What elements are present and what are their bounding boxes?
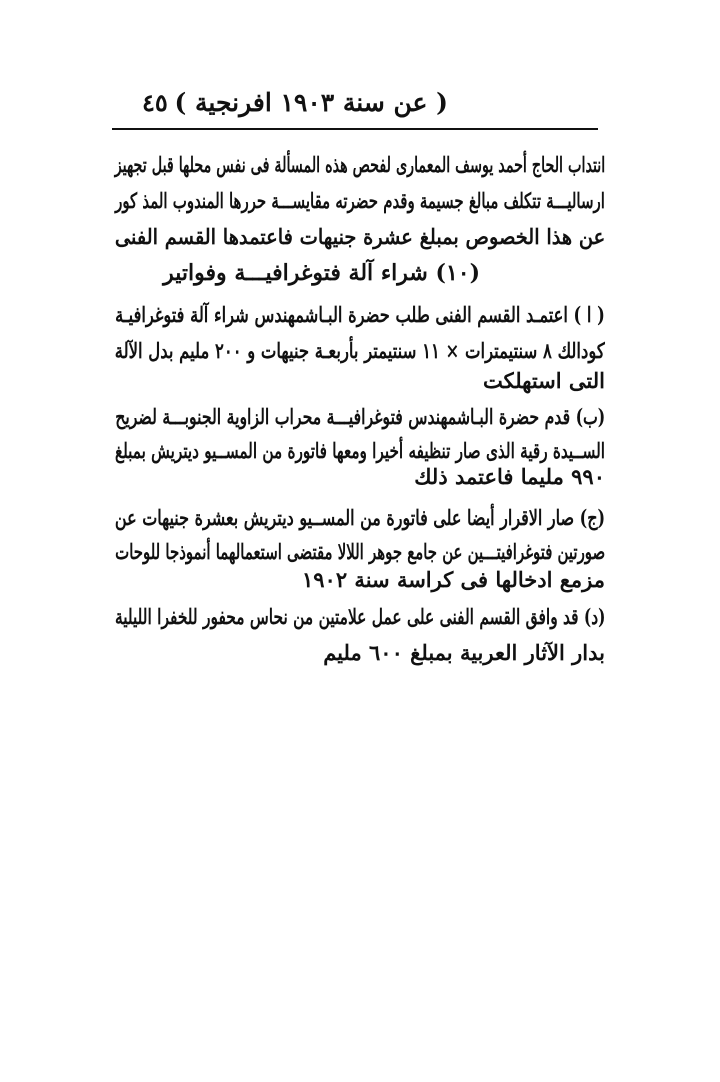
- page-number: ٤٥: [142, 88, 168, 117]
- item-c-line-2: صورتين فتوغرافيتـــين عن جامع جوهر اللالا مقتضى استعمالهما أنموذجا للوحات: [114, 539, 605, 564]
- item-c-line-1: (ج) صار الاقرار أيضا على فاتورة من المســيو ديتريش بعشرة جنيهات عن: [114, 505, 605, 530]
- paragraph-1-line-3: عن هذا الخصوص بمبلغ عشرة جنيهات فاعتمدها القسم الفنى: [114, 224, 605, 249]
- paragraph-1-line-2: ارساليـــة تتكلف مبالغ جسيمة وقدم حضرته مقايســـة حررها المندوب المذ كور: [115, 188, 605, 213]
- item-a-line-1: ( ا ) اعتمـد القسم الفنى طلب حضرة البـاشمهندس شراء آلة فتوغرافيـة: [115, 302, 605, 327]
- header-rule: [112, 128, 598, 130]
- running-title: ( عن سنة ١٩٠٣ افرنجية ): [174, 88, 448, 117]
- paragraph-1-line-1: انتداب الحاج أحمد يوسف المعمارى لفحص هذه المسألة فى نفس محلها قبل تجهيز: [114, 152, 605, 177]
- item-d-line-2: بدار الآثار العربية بمبلغ ٦٠٠ مليم: [323, 640, 605, 665]
- item-d-line-1: (د) قد وافق القسم الفنى على عمل علامتين من نحاس محفور للخفرا الليلية: [114, 604, 605, 629]
- item-b-line-2: الســيدة رقية الذى صار تنظيفه أخيرا ومعها فاتورة من المســيو ديتريش بمبلغ: [115, 438, 605, 463]
- item-a-line-2: كودالك ٨ سنتيمترات × ١١ سنتيمتر بأربعـة جنيهات و ٢٠٠ مليم بدل الآلة: [115, 338, 605, 363]
- item-a-line-3: التى استهلكت: [482, 368, 605, 393]
- section-heading: (١٠) شراء آلة فتوغرافيـــة وفواتير: [163, 260, 480, 286]
- item-c-line-3: مزمع ادخالها فى كراسة سنة ١٩٠٢: [302, 567, 605, 592]
- page-header: [112, 88, 598, 124]
- item-b-line-3: ٩٩٠ مليما فاعتمد ذلك: [414, 464, 605, 489]
- item-b-line-1: (ب) قدم حضرة البـاشمهندس فتوغرافيـــة محراب الزاوية الجنوبـــة لضريح: [114, 404, 605, 429]
